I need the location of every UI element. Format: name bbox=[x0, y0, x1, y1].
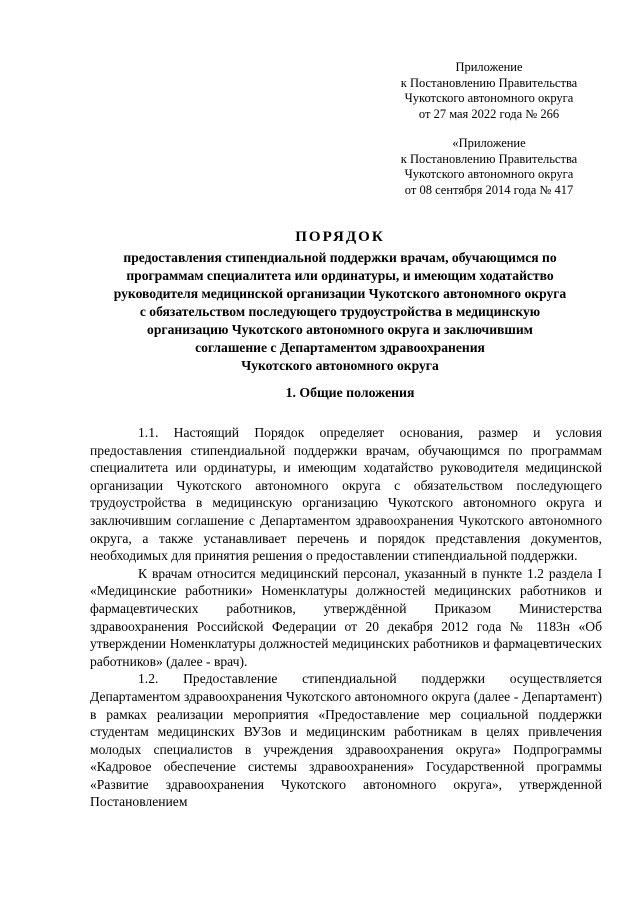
document-subtitle bbox=[70, 249, 610, 375]
document-title: ПОРЯДОК bbox=[295, 229, 385, 245]
appendix-line: к Постановлению Правительства bbox=[400, 75, 578, 90]
subtitle-line: Чукотского автономного округа bbox=[241, 358, 439, 373]
subtitle-line: организацию Чукотского автономного округа и заключившим bbox=[147, 322, 533, 337]
paragraph-text: К врачам относится медицинский персонал, указанный в пункте 1.2 раздела I «Медицинские работники» Номенклатуры должностей медицинских работников и фармацевтических работников, утверждённой Приказом Министерства здравоохранения Российской Федерации от 20 декабря 2012 года № 1183н «Об утверждении Номенклатуры должностей медицинских работников и фармацевтических работников» (далее - врач). bbox=[90, 565, 602, 669]
appendix-original-header bbox=[384, 136, 594, 198]
appendix-line: Приложение bbox=[455, 60, 523, 74]
paragraph-text: 1.2. Предоставление стипендиальной поддержки осуществляется Департаментом здравоохранения Чукотского автономного округа (далее - Департамент) в рамках реализации мероприятия «Предоставление мер социальной поддержки студентам медицинских ВУЗов и медицинским работникам в целях привлечения молодых специалистов в учреждения здравоохранения округа» Подпрограммы «Кадровое обеспечение системы здравоохранения» Государственной программы «Развитие здравоохранения Чукотского автономного округа», утвержденной Постановлением bbox=[90, 671, 602, 810]
paragraph bbox=[90, 424, 602, 565]
paragraph bbox=[90, 565, 602, 671]
subtitle-line: руководителя медицинской организации Чукотского автономного округа bbox=[113, 286, 567, 301]
appendix-line: «Приложение bbox=[452, 136, 526, 150]
section-heading: 1. Общие положения bbox=[285, 385, 415, 400]
paragraph-text: 1.1. Настоящий Порядок определяет основания, размер и условия предоставления стипендиальной поддержки врачам, обучающимся по программам специалитета или ординатуры, и имеющим ходатайство руководителя медицинской организации Чукотского автономного округа с обязательством последующего трудоустройства в медицинскую организацию Чукотского автономного округа и заключившим соглашение с Департаментом здравоохранения Чукотского автономного округа, а также устанавливает перечень и порядок представления документов, необходимых для принятия решения о предоставлении стипендиальной поддержки. bbox=[90, 425, 602, 564]
subtitle-line: соглашение с Департаментом здравоохранения bbox=[195, 340, 485, 355]
appendix-line: Чукотского автономного округа bbox=[404, 167, 574, 181]
appendix-line: от 27 мая 2022 года № 266 bbox=[418, 106, 560, 121]
document-body bbox=[90, 424, 602, 811]
appendix-current-header bbox=[384, 60, 594, 122]
subtitle-line: предоставления стипендиальной поддержки врачам, обучающимся по bbox=[123, 250, 557, 265]
appendix-line: Чукотского автономного округа bbox=[404, 91, 574, 105]
subtitle-line: программам специалитета или ординатуры, и имеющим ходатайство bbox=[126, 268, 554, 283]
subtitle-line: с обязательством последующего трудоустройства в медицинскую bbox=[139, 304, 541, 319]
appendix-line: к Постановлению Правительства bbox=[400, 151, 578, 166]
paragraph bbox=[90, 670, 602, 811]
appendix-line: от 08 сентября 2014 года № 417 bbox=[404, 182, 574, 197]
